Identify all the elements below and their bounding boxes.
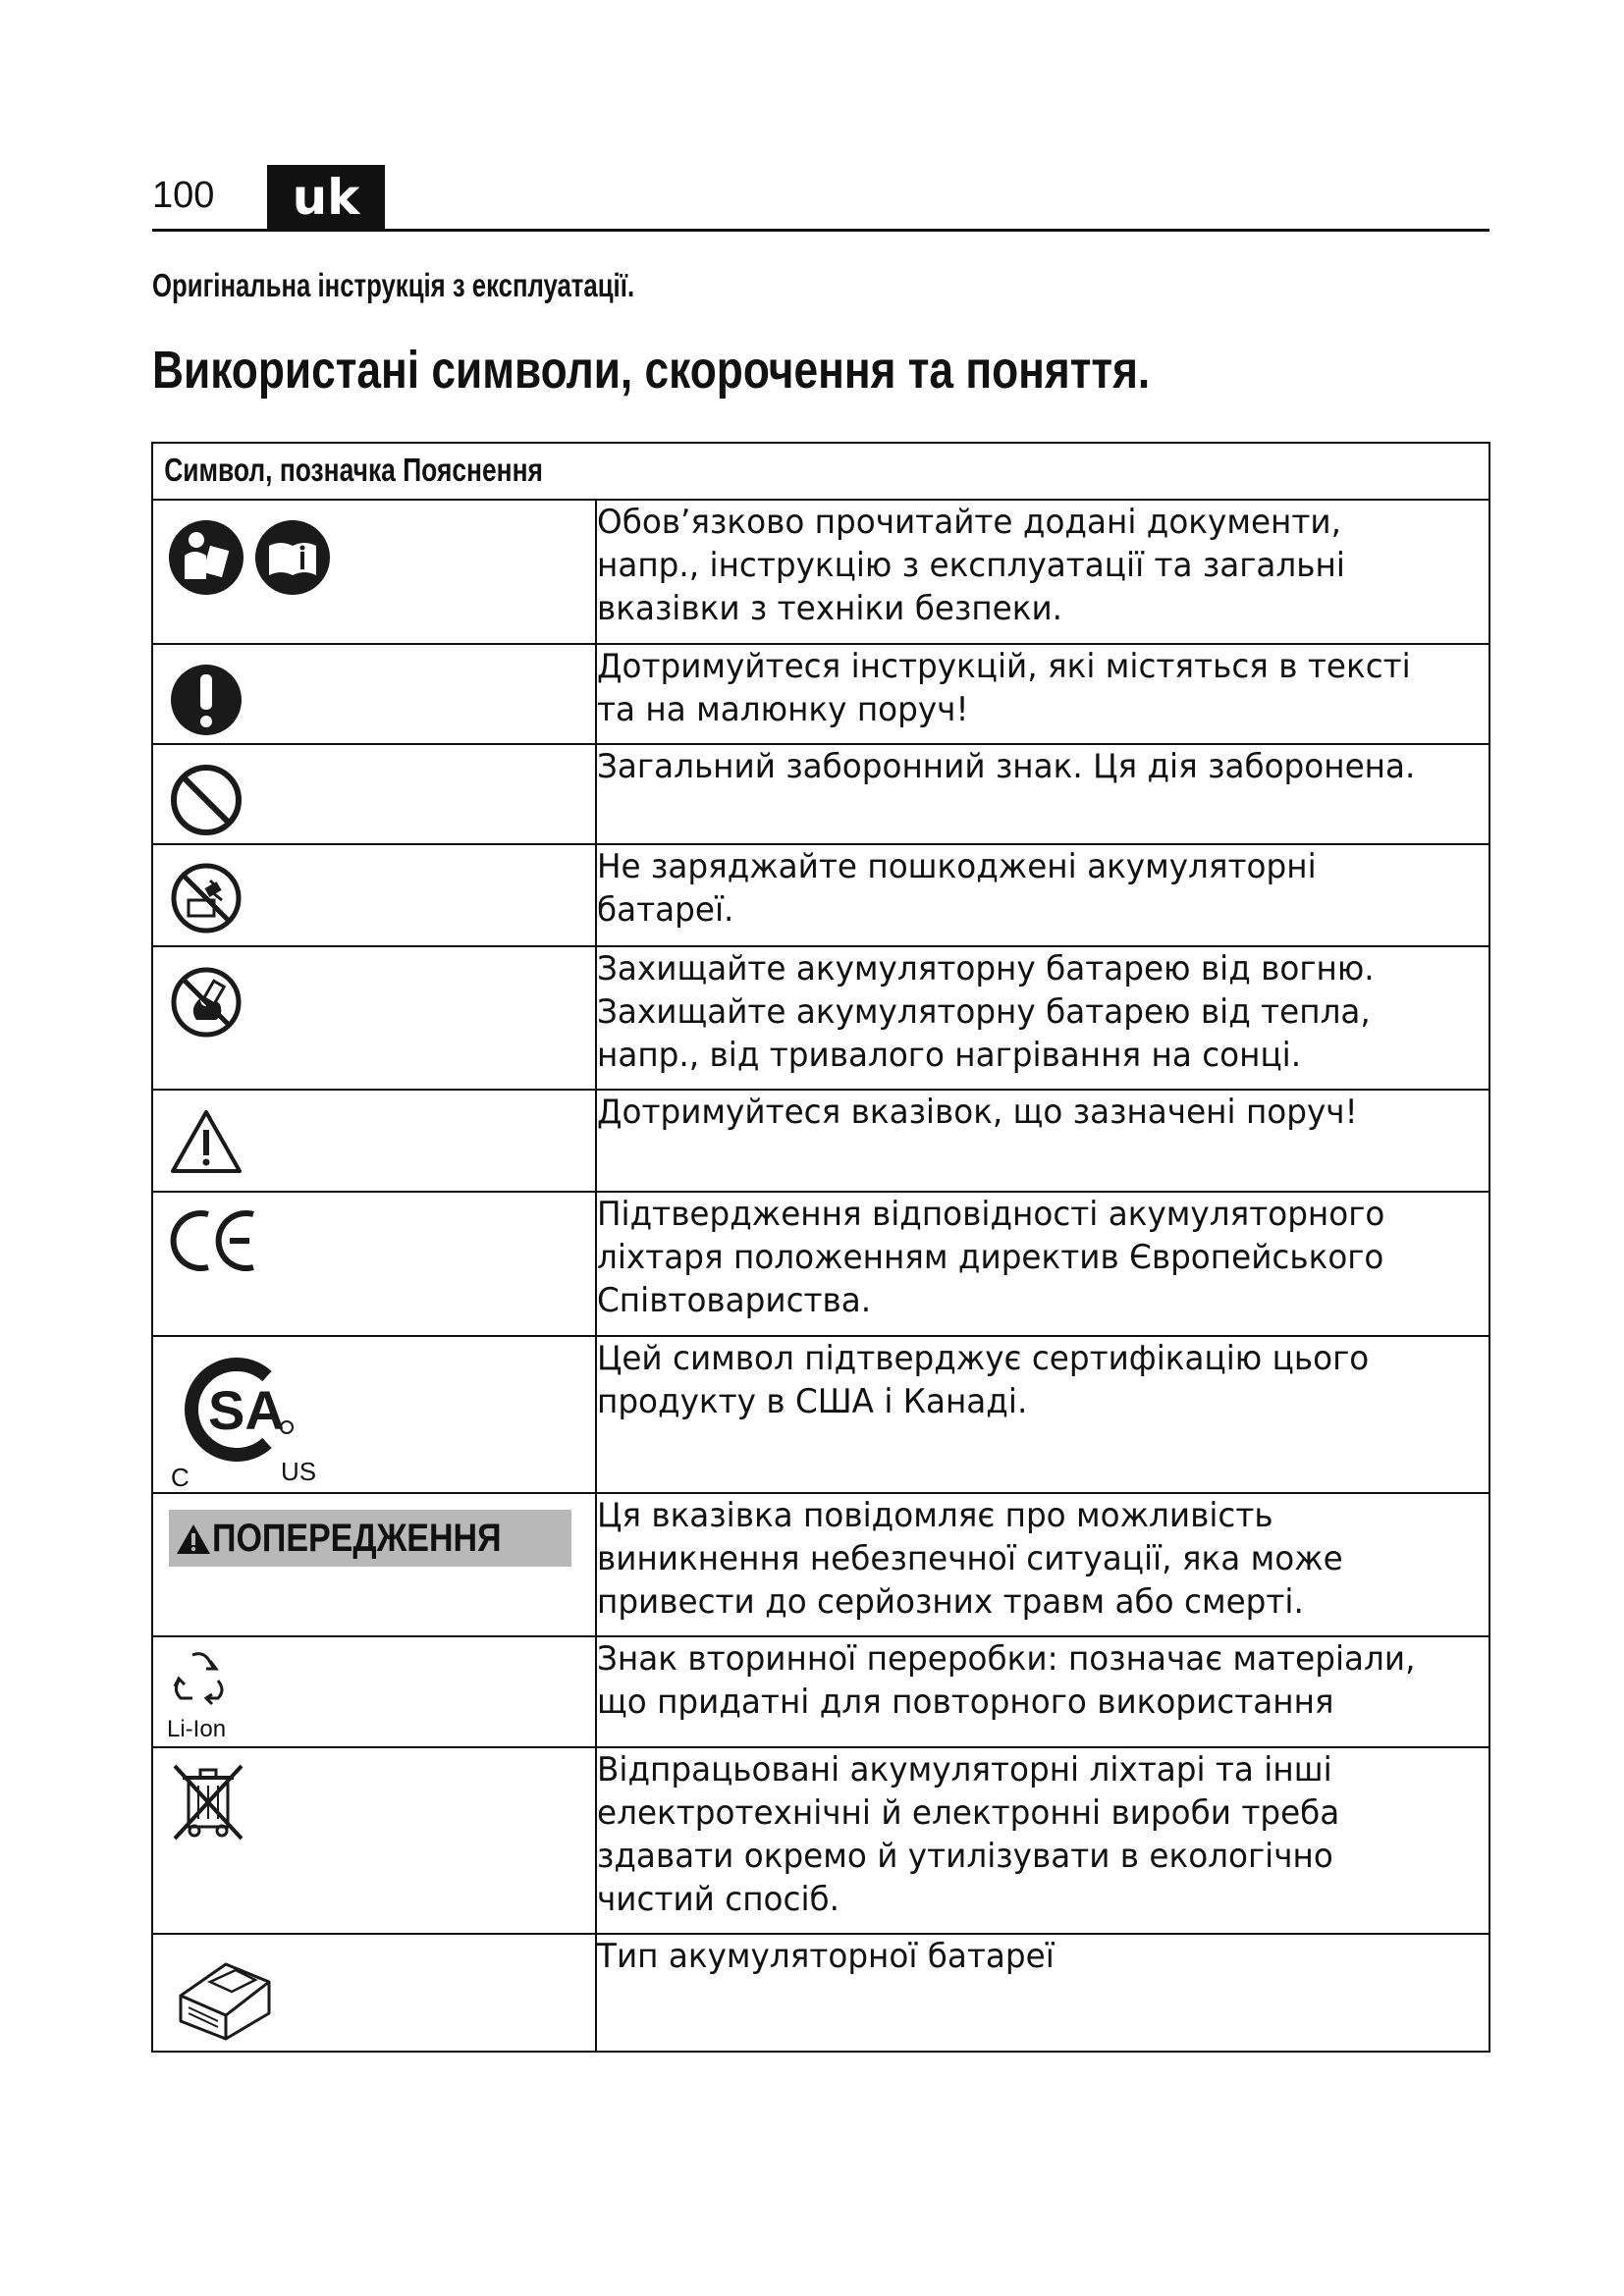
table-row xyxy=(152,844,1489,946)
no-charging-damaged-battery-icon xyxy=(169,861,244,935)
prohibition-icon xyxy=(169,763,244,837)
exclamation-icon xyxy=(169,663,244,737)
table-row xyxy=(152,1636,1489,1747)
read-instructions-icon xyxy=(167,518,334,599)
table-row xyxy=(152,1192,1489,1336)
warning-triangle-icon xyxy=(169,1108,244,1175)
crossed-bin-icon xyxy=(171,1762,245,1842)
table-row xyxy=(152,1934,1489,2052)
table-header-row xyxy=(152,443,1489,500)
row-text: Дотримуйтеся вказівок, що зазначені поруч! xyxy=(597,1093,1358,1132)
row-text: Тип акумуляторної батареї xyxy=(597,1937,1055,1976)
recycling-li-ion-icon xyxy=(169,1651,238,1714)
csa-label-us: US xyxy=(281,1457,317,1486)
page-number: 100 xyxy=(152,175,215,216)
row-text: Обов’язково прочитайте додані документи, напр., інструкцію з експлуатації та загальні вказівки з техніки безпеки. xyxy=(597,503,1345,628)
table-row xyxy=(152,1747,1489,1934)
csa-label-c: C xyxy=(171,1463,189,1492)
symbols-table xyxy=(151,442,1490,2053)
page-title: Використані символи, скорочення та поняття. xyxy=(152,341,1151,400)
header-rule xyxy=(152,229,1489,232)
document-subtitle: Оригінальна інструкція з експлуатації. xyxy=(152,267,635,303)
table-row xyxy=(152,1336,1489,1493)
table-row xyxy=(152,644,1489,744)
row-text: Не заряджайте пошкоджені акумуляторні батареї. xyxy=(597,847,1317,930)
no-fire-battery-icon xyxy=(169,965,244,1040)
row-text: Підтвердження відповідності акумуляторного ліхтаря положенням директив Європейського Співтовариства. xyxy=(597,1195,1385,1320)
row-text: Дотримуйтеся інструкцій, які містяться в тексті та на малюнку поруч! xyxy=(597,647,1411,729)
language-tab: uk xyxy=(267,165,385,230)
table-row xyxy=(152,946,1489,1090)
warning-triangle-small-icon xyxy=(175,1522,212,1556)
row-text: Захищайте акумуляторну батарею від вогню. Захищайте акумуляторну батарею від тепла, напр., від тривалого нагрівання на сонці. xyxy=(597,949,1375,1075)
warning-label-text: ПОПЕРЕДЖЕННЯ xyxy=(212,1517,502,1560)
table-row xyxy=(152,744,1489,844)
row-text: Ця вказівка повідомляє про можливість виникнення небезпечної ситуації, яка може привести до серйозних травм або смерті. xyxy=(597,1496,1343,1622)
table-row xyxy=(152,1090,1489,1192)
row-text: Цей символ підтверджує сертифікацію цього продукту в США і Канаді. xyxy=(597,1339,1370,1421)
table-row xyxy=(152,500,1489,644)
header-explanation: Пояснення xyxy=(403,452,543,488)
header-symbol: Символ, позначка xyxy=(164,452,396,488)
csa-certification-icon xyxy=(179,1355,297,1465)
table-row xyxy=(152,1493,1489,1636)
li-ion-label: Li-Ion xyxy=(167,1716,227,1742)
row-text: Загальний заборонний знак. Ця дія заборонена. xyxy=(597,747,1416,786)
row-text: Знак вторинної переробки: позначає матеріали, що придатні для повторного використання xyxy=(597,1639,1416,1722)
row-text: Відпрацьовані акумуляторні ліхтарі та інші електротехнічні й електронні вироби треба здавати окремо й утилізувати в екологічно чистий спосіб. xyxy=(597,1750,1340,1919)
battery-pack-icon xyxy=(171,1952,279,2043)
ce-mark-icon xyxy=(169,1208,263,1273)
svg-text:SA: SA xyxy=(208,1379,285,1441)
warning-label xyxy=(169,1510,571,1567)
